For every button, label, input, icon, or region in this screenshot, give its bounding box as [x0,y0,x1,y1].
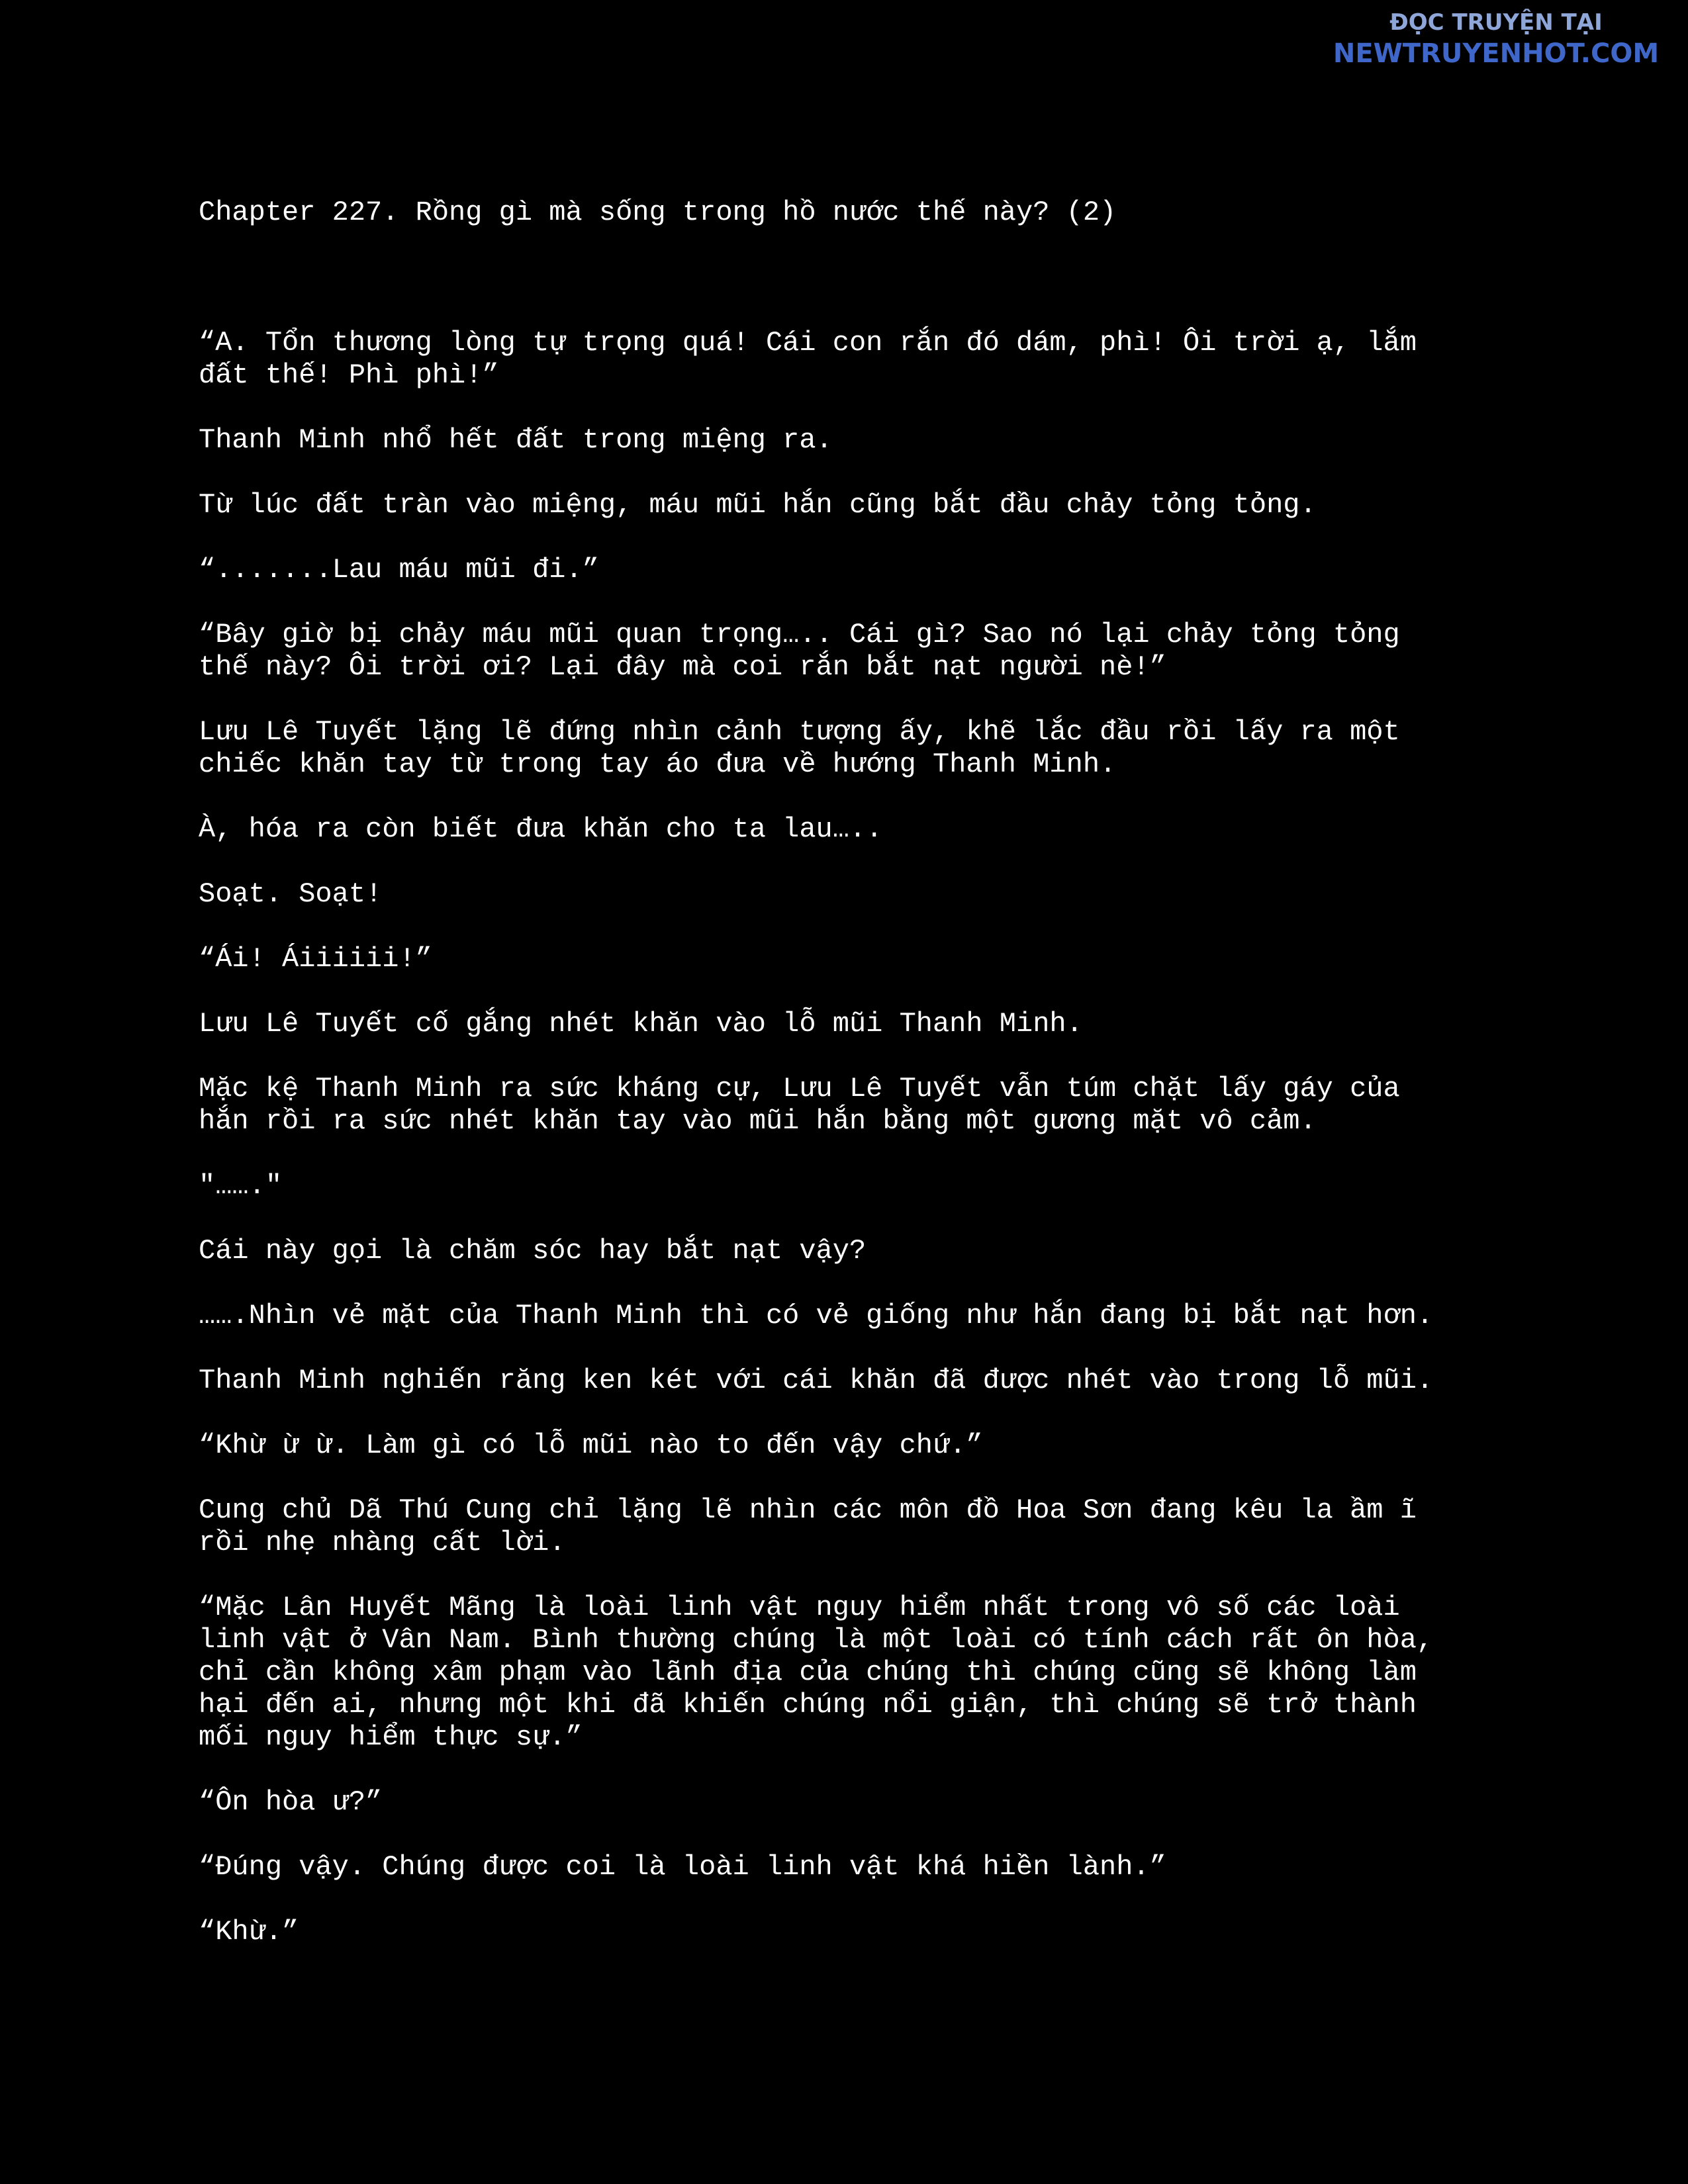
site-watermark [1324,9,1668,69]
chapter-body [199,327,1523,1948]
paragraph: “Ôn hòa ư?” [199,1786,383,1818]
paragraph: Thanh Minh nghiến răng ken két với cái khăn đã được nhét vào trong lỗ mũi. [199,1365,1434,1396]
paragraph: Từ lúc đất tràn vào miệng, máu mũi hắn cũng bắt đầu chảy tỏng tỏng. [199,489,1317,521]
paragraph: Soạt. Soạt! [199,878,383,910]
paragraph: “Khừ.” [199,1916,299,1948]
paragraph: “Mặc Lân Huyết Mãng là loài linh vật nguy hiểm nhất trong vô số các loài linh vật ở Vân Nam. Bình thường chúng là một loài có tính cách rất ôn hòa, chỉ cần không xâm phạm vào lãnh địa của chúng thì chúng cũng sẽ không làm hại đến ai, nhưng một khi đã khiến chúng nổi giận, thì chúng sẽ trở thành mối nguy hiểm thực sự.” [199,1592,1434,1753]
chapter-title: Chapter 227. Rồng gì mà sống trong hồ nước thế này? (2) [199,197,1117,228]
paragraph: “A. Tổn thương lòng tự trọng quá! Cái con rắn đó dám, phì! Ôi trời ạ, lắm đất thế! Phì phì!” [199,327,1417,391]
watermark-line-1: ĐỌC TRUYỆN TẠI [1389,9,1603,36]
paragraph: Lưu Lê Tuyết cố gắng nhét khăn vào lỗ mũi Thanh Minh. [199,1008,1083,1040]
watermark-line-2: NEWTRUYENHOT.COM [1333,38,1660,69]
paragraph: …….Nhìn vẻ mặt của Thanh Minh thì có vẻ giống như hắn đang bị bắt nạt hơn. [199,1300,1434,1332]
paragraph: Thanh Minh nhổ hết đất trong miệng ra. [199,424,833,456]
paragraph: Mặc kệ Thanh Minh ra sức kháng cự, Lưu Lê Tuyết vẫn túm chặt lấy gáy của hắn rồi ra sức nhét khăn tay vào mũi hắn bằng một gương mặt vô cảm. [199,1073,1400,1137]
paragraph: Cung chủ Dã Thú Cung chỉ lặng lẽ nhìn các môn đồ Hoa Sơn đang kêu la ầm ĩ rồi nhẹ nhàng cất lời. [199,1494,1417,1559]
paragraph: Cái này gọi là chăm sóc hay bắt nạt vậy? [199,1235,867,1267]
paragraph: "……." [199,1170,283,1202]
paragraph: “Bây giờ bị chảy máu mũi quan trọng….. Cái gì? Sao nó lại chảy tỏng tỏng thế này? Ôi trời ơi? Lại đây mà coi rắn bắt nạt người nè!” [199,619,1400,683]
paragraph: Lưu Lê Tuyết lặng lẽ đứng nhìn cảnh tượng ấy, khẽ lắc đầu rồi lấy ra một chiếc khăn tay từ trong tay áo đưa về hướng Thanh Minh. [199,716,1400,780]
paragraph: “Đúng vậy. Chúng được coi là loài linh vật khá hiền lành.” [199,1851,1166,1883]
paragraph: “Khừ ừ ừ. Làm gì có lỗ mũi nào to đến vậy chứ.” [199,1430,983,1461]
paragraph: À, hóa ra còn biết đưa khăn cho ta lau….. [199,813,883,845]
chapter-content [199,196,1523,1981]
paragraph: “Ái! Áiiiiii!” [199,943,432,975]
paragraph: “.......Lau máu mũi đi.” [199,554,599,586]
